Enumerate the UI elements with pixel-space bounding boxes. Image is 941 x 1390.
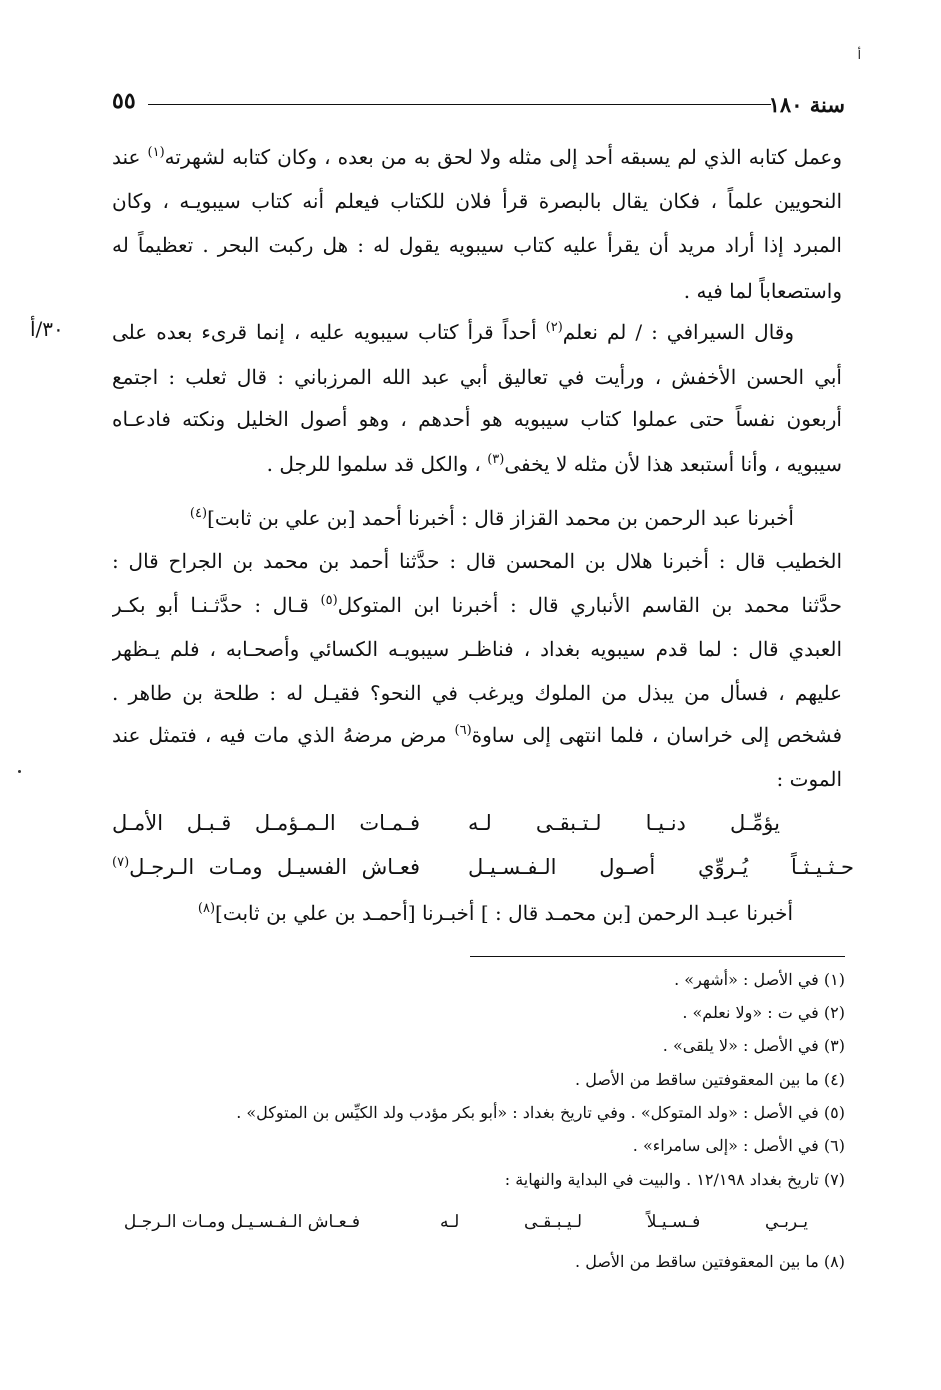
footnote-verse-right: يـربـي فـسـيـلاً لـيـبـقـى لـه <box>440 1212 808 1232</box>
paragraph-line: وعمل كتابه الذي لم يسبقه أحد إلى مثله ولا لحق به من بعده ، وكان كتابه لشهرته$^{(١)}$ عند <box>112 145 842 169</box>
footnote-7: (٧) تاريخ بغداد ١٢/١٩٨ . والبيت في البداية والنهاية : <box>504 1170 845 1189</box>
paragraph-line: أربعون نفساً حتى عملوا كتاب سيبويه هو أحدهم ، وهو أصول الخليل ونكته فادعـاه <box>112 407 842 431</box>
paragraph-line: واستصعاباً لما فيه . <box>683 279 842 303</box>
paragraph-line: أخبرنا عبد الرحمن بن محمد القزاز قال : أخبرنا أحمد [بن علي بن ثابت]$^{(٤)}$ <box>189 506 794 530</box>
paragraph-line: سيبويه ، وأنا أستبعد هذا لأن مثله لا يخفى$^{(٣)}$ ، والكل قد سلموا للرجل . <box>266 452 842 476</box>
footnote-marker: (٦) <box>454 723 472 738</box>
paragraph-line: فشخص إلى خراسان ، فلما انتهى إلى ساوة$^{(٦)}$ مرض مرضهُ الذي مات فيه ، فتمثل عند <box>112 723 842 747</box>
verse-2-right: حـثـيـثـاً يُـروِّي أصـول الـفـسـيـل <box>468 855 854 879</box>
paragraph-line: عليهم ، فسأل من يبذل من الملوك ويرغب في النحو؟ فقيـل له : طلحة بن طاهر . <box>112 681 842 705</box>
verse-1-right: يؤمِّـل دنـيـا لـتـبقـى لـه <box>468 811 780 835</box>
paragraph-line-after-verses: أخبرنا عبـد الرحمن [بن محمـد قال : ] أخبـرنا [أحمـد بن علي بن ثابت]$^{(٨)}$ <box>197 901 793 925</box>
footnote-marker: (٣) <box>487 452 505 467</box>
header-rule <box>148 104 771 105</box>
footnote-rule <box>470 956 845 957</box>
paragraph-line: حدَّثنا محمد بن القاسم الأنباري قال : أخبرنا ابن المتوكل$^{(٥)}$ قـال : حدَّثـنـا أبو بكـر <box>112 593 842 617</box>
paragraph-line: النحويين علماً ، فكان يقال بالبصرة قرأ فلان للكتاب فيعلم أنه كتاب سيبويـه ، وكان <box>112 189 842 213</box>
footnote-1: (١) في الأصل : «أشهر» . <box>674 970 845 989</box>
footnote-marker: (١) <box>147 145 165 160</box>
paragraph-line: العبدي قال : لما قدم سيبويه بغداد ، فناظـر سيبويـه الكسائي وأصحـابه ، فلم يـظهر <box>112 637 842 661</box>
footnote-5: (٥) في الأصل : «ولد المتوكل» . وفي تاريخ بغداد : «أبو بكر مؤدب ولد الكيِّس بن المتوكل» . <box>236 1103 845 1122</box>
paragraph-line: الموت : <box>776 767 842 791</box>
paragraph-line: أبي الحسن الأخفش ، ورأيت في تعاليق أبي عبد الله المرزباني : قال ثعلب : اجتمع <box>112 365 842 389</box>
footnote-4: (٤) ما بين المعقوفتين ساقط من الأصل . <box>575 1070 845 1089</box>
paragraph-line: الخطيب قال : أخبرنا هلال بن المحسن قال : حدَّثنا أحمد بن محمد بن الجراح قال : <box>112 549 842 573</box>
corner-mark: أ <box>857 48 861 62</box>
footnote-8: (٨) ما بين المعقوفتين ساقط من الأصل . <box>575 1252 845 1271</box>
running-header-year: سنة ١٨٠ <box>768 92 845 117</box>
footnote-2: (٢) في ت : «ولا نعلم» . <box>682 1003 845 1022</box>
footnote-marker: (٢) <box>545 320 563 335</box>
page-number: ٥٥ <box>112 88 136 114</box>
footnote-6: (٦) في الأصل : «إلى سامراء» . <box>632 1136 845 1155</box>
footnote-verse-left: فـعـاش الـفـسـيـل ومـات الـرجـل <box>123 1212 360 1232</box>
margin-speck <box>18 770 21 773</box>
paragraph-line: المبرد إذا أراد مريد أن يقرأ عليه كتاب سيبويه يقول له : هل ركبت البحر . تعظيماً له <box>112 233 842 257</box>
margin-folio-note: ٣٠/أ <box>30 317 64 341</box>
footnote-marker: (٥) <box>320 593 338 608</box>
footnote-marker: (٤) <box>189 506 208 521</box>
footnote-3: (٣) في الأصل : «لا يلقى» . <box>662 1036 845 1055</box>
paragraph-line: وقال السيرافي : / لم نعلم$^{(٢)}$ أحداً قرأ كتاب سيبويه عليه ، إنما قرىء بعده على <box>112 320 794 344</box>
verse-2-left: فعـاش الفسيـل ومـات الـرجـل$^{(٧)}$ <box>112 855 420 879</box>
verse-1-left: فـمـات الـمـؤمـل قـبـل الأمـل <box>112 811 420 835</box>
